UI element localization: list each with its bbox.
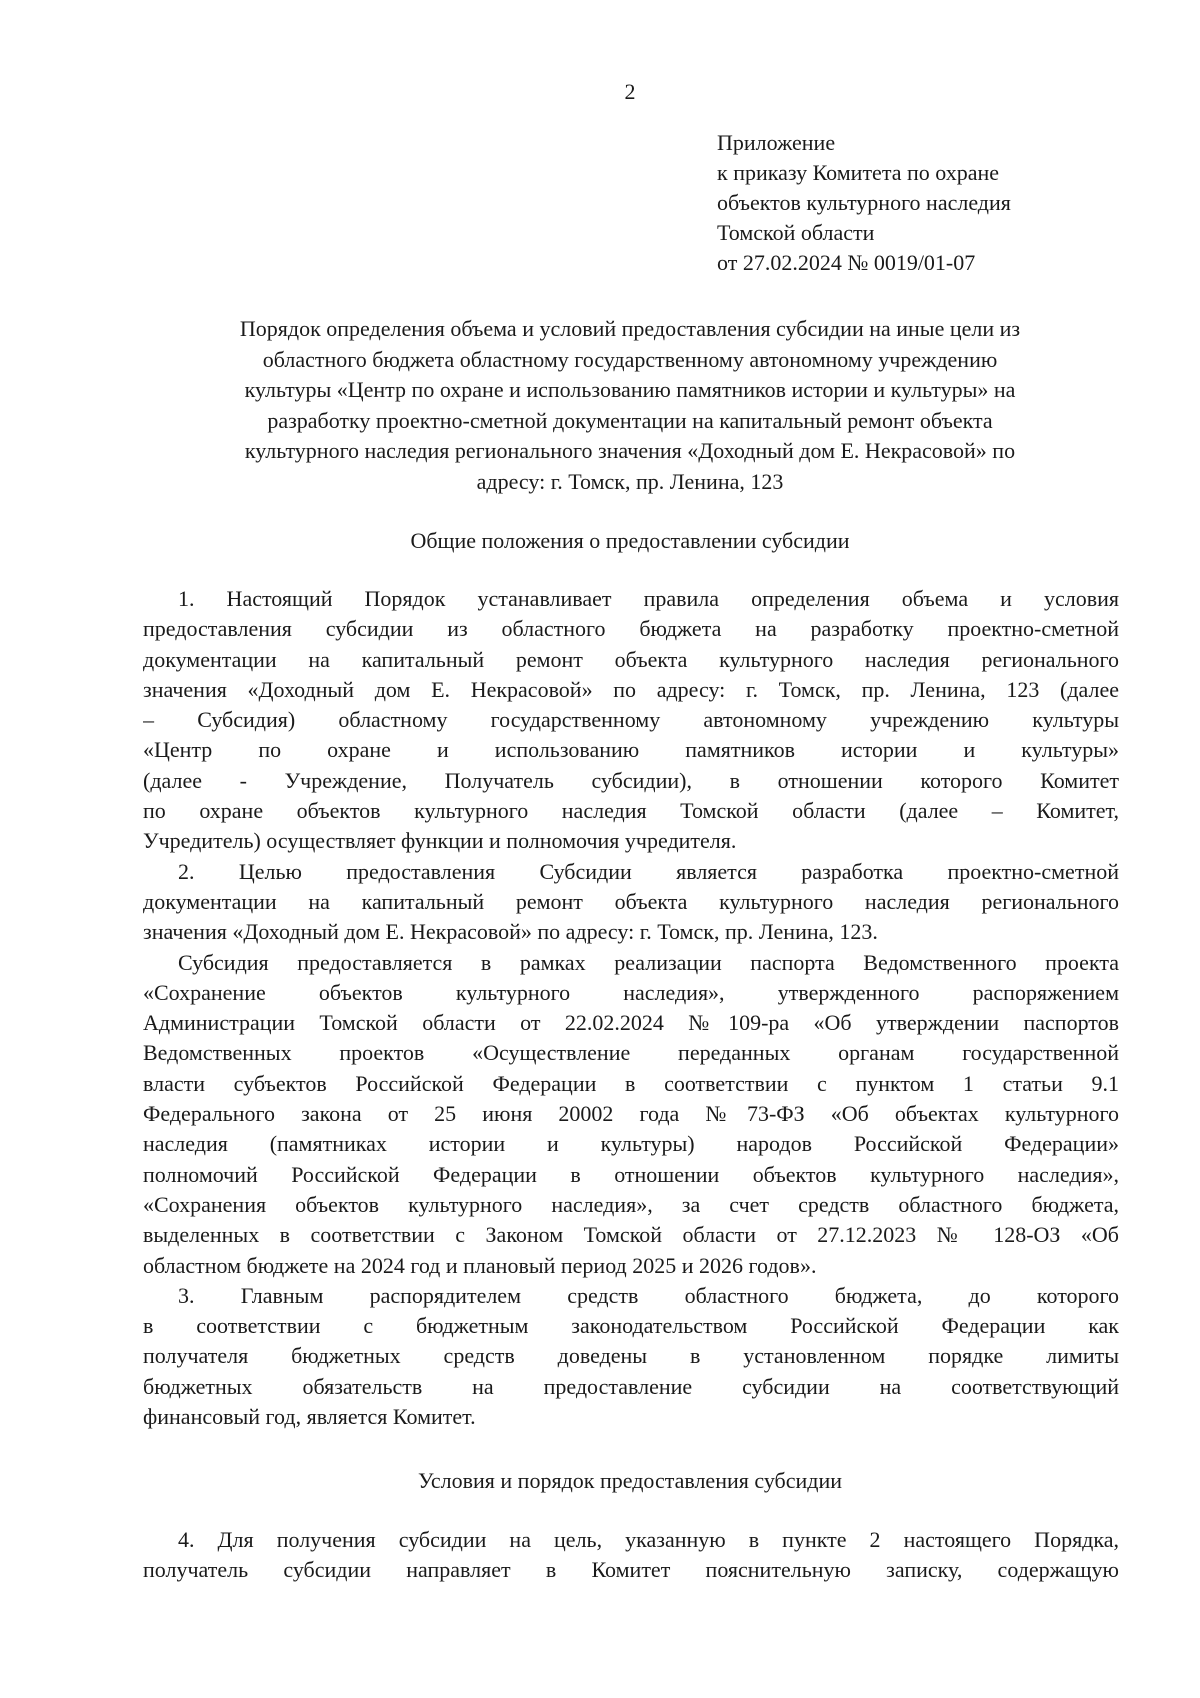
appendix-line: от 27.02.2024 № 0019/01-07 — [717, 250, 976, 275]
paragraph-line: власти субъектов Российской Федерации в соответствии с пунктом 1 статьи 9.1 — [143, 1070, 1119, 1096]
paragraph-line: получатель субсидии направляет в Комитет пояснительную записку, содержащую — [143, 1557, 1119, 1583]
appendix-line: к приказу Комитета по охране — [717, 160, 999, 185]
title-line: культуры «Центр по охране и использованию памятников истории и культуры» на — [244, 377, 1016, 402]
paragraph-line: значения «Доходный дом Е. Некрасовой» по адресу: г. Томск, пр. Ленина, 123 (далее — [143, 676, 1119, 702]
section-heading-conditions: Условия и порядок предоставления субсидии — [417, 1468, 843, 1493]
appendix-block — [717, 128, 1177, 278]
paragraph-line: финансовый год, является Комитет. — [143, 1404, 476, 1430]
paragraph-line: областном бюджете на 2024 год и плановый период 2025 и 2026 годов». — [143, 1252, 817, 1278]
paragraph-line: Администрации Томской области от 22.02.2024 №109-ра «Об утверждении паспортов — [143, 1010, 1119, 1036]
title-line: адресу: г. Томск, пр. Ленина, 123 — [476, 468, 784, 494]
paragraph-line: документации на капитальный ремонт объекта культурного наследия регионального — [143, 646, 1119, 672]
section-heading-general: Общие положения о предоставлении субсидии — [410, 528, 850, 553]
document-title — [130, 314, 1130, 497]
paragraph-line: Учредитель) осуществляет функции и полномочия учредителя. — [143, 828, 737, 854]
section-body-conditions — [143, 1525, 1119, 1586]
title-line: Порядок определения объема и условий предоставления субсидии на иные цели из — [239, 316, 1021, 341]
paragraph-line: Ведомственных проектов «Осуществление переданных органам государственной — [143, 1040, 1119, 1066]
paragraph-line: 1. Настоящий Порядок устанавливает правила определения объема и условия — [178, 586, 1119, 611]
paragraph-line: «Сохранения объектов культурного наследия», за счет средств областного бюджета, — [143, 1191, 1119, 1217]
paragraph-line: Субсидия предоставляется в рамках реализации паспорта Ведомственного проекта — [178, 949, 1119, 975]
paragraph-line: в соответствии с бюджетным законодательством Российской Федерации как — [143, 1313, 1119, 1339]
paragraph-line: предоставления субсидии из областного бюджета на разработку проектно-сметной — [143, 616, 1119, 642]
paragraph-line: Федерального закона от 25 июня 20002 года №73-ФЗ «Об объектах культурного — [143, 1101, 1119, 1127]
paragraph-line: документации на капитальный ремонт объекта культурного наследия регионального — [143, 888, 1119, 914]
title-line: разработку проектно-сметной документации на капитальный ремонт объекта — [267, 407, 993, 433]
paragraph-line: «Центр по охране и использованию памятников истории и культуры» — [143, 737, 1119, 763]
paragraph-line: наследия (памятниках истории и культуры) народов Российской Федерации» — [143, 1131, 1119, 1157]
paragraph-line: – Субсидия) областному государственному автономному учреждению культуры — [143, 707, 1119, 733]
paragraph-line: полномочий Российской Федерации в отношении объектов культурного наследия», — [143, 1161, 1119, 1187]
paragraph-line: по охране объектов культурного наследия Томской области (далее – Комитет, — [143, 798, 1119, 824]
paragraph-line: бюджетных обязательств на предоставление субсидии на соответствующий — [143, 1373, 1119, 1399]
appendix-line: объектов культурного наследия — [717, 190, 1011, 215]
section-body-general — [143, 584, 1119, 1432]
title-line: культурного наследия регионального значения «Доходный дом Е. Некрасовой» по — [244, 438, 1016, 463]
title-line: областного бюджета областному государственному автономному учреждению — [262, 346, 998, 372]
page-number: 2 — [624, 79, 636, 104]
paragraph-line: 2. Целью предоставления Субсидии является разработка проектно-сметной — [178, 858, 1119, 884]
appendix-line: Томской области — [717, 220, 875, 245]
paragraph-line: (далее - Учреждение, Получатель субсидии), в отношении которого Комитет — [143, 767, 1119, 793]
appendix-line: Приложение — [717, 130, 836, 155]
paragraph-line: 4. Для получения субсидии на цель, указанную в пункте 2 настоящего Порядка, — [178, 1527, 1119, 1552]
paragraph-line: выделенных в соответствии с Законом Томской области от 27.12.2023 № 128-ОЗ «Об — [143, 1222, 1119, 1248]
paragraph-line: значения «Доходный дом Е. Некрасовой» по адресу: г. Томск, пр. Ленина, 123. — [143, 919, 878, 945]
paragraph-line: получателя бюджетных средств доведены в установленном порядке лимиты — [143, 1343, 1119, 1369]
paragraph-line: 3. Главным распорядителем средств областного бюджета, до которого — [178, 1282, 1119, 1308]
paragraph-line: «Сохранение объектов культурного наследия», утвержденного распоряжением — [143, 979, 1119, 1005]
